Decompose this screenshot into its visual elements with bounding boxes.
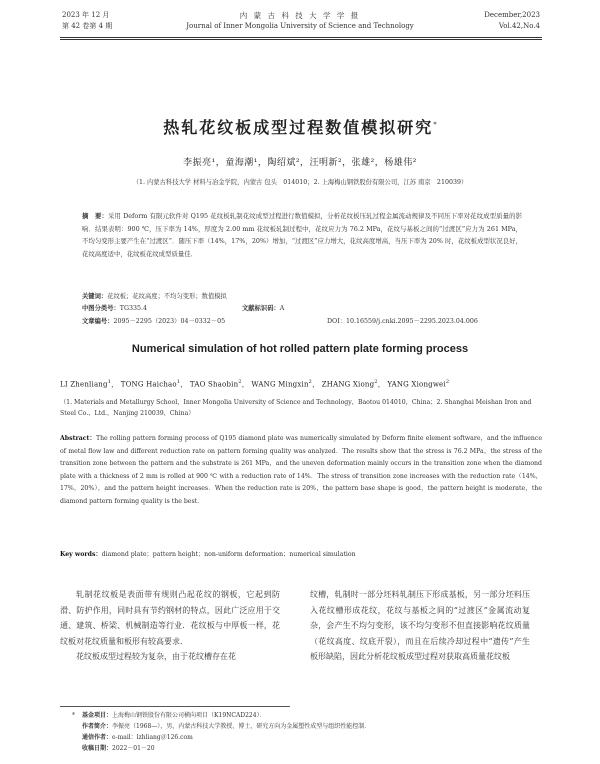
article-number-row (82, 316, 522, 327)
header-right (484, 10, 540, 32)
header-journal-cn: 内 蒙 古 科 技 大 学 学 报 (239, 11, 361, 20)
footnote-rule (60, 706, 290, 707)
author-en: TAO Shaobin (189, 380, 239, 389)
received-date-line (82, 743, 502, 754)
abstract-cn-label: 摘 要： (82, 212, 108, 220)
keywords-cn-label: 关键词： (82, 293, 108, 300)
authors-en: LI Zhenliang$^1$， TONG Haichao$^1$， TAO Shaobin$^2$， WANG Mingxin$^2$， ZHANG Xiong$^2$， YANG Xiongwei$^2$ (60, 379, 450, 389)
received-date-label: 收稿日期： (82, 745, 113, 752)
author-en: ZHANG Xiong (321, 380, 375, 389)
doc-code-label: 文献标识码： (242, 305, 280, 312)
clc-value: TG335.4 (119, 305, 148, 312)
article-no-label: 文章编号： (82, 318, 114, 325)
keywords-en (60, 549, 542, 558)
authors-cn: 李振亮¹，童海潮¹，陶绍斌²，汪明新²，张雄²，杨雄伟² (183, 158, 417, 168)
classification-row (82, 303, 522, 314)
author-bio-text: 李振亮（1968—），男，内蒙古科技大学教授，博士，研究方向为金属塑性成型与组织性能控制． (112, 723, 371, 730)
received-date-value: 2022－01－20 (112, 745, 155, 752)
header-volume-cn: 第 42 卷第 4 期 (62, 22, 113, 30)
abstract-cn (82, 210, 522, 260)
paper-title-cn (0, 115, 600, 138)
doi: DOI：10.16559/j.cnki.2095－2295.2023.04.006 (327, 318, 478, 325)
header-journal-en: Journal of Inner Mongolia University of Science and Technology (186, 22, 414, 30)
doc-code-value: A (279, 305, 285, 312)
author-en: LI Zhenliang (60, 380, 108, 389)
keywords-en-label: Key words： (60, 551, 102, 558)
author-bio-label: 作者简介： (82, 723, 113, 730)
keywords-cn-text: 花纹板；花纹高度；不均匀变形；数值模拟 (107, 293, 227, 300)
correspondence-line (82, 732, 502, 743)
clc-label: 中图分类号： (82, 305, 120, 312)
paper-title-en: Numerical simulation of hot rolled pattern plate forming process (131, 343, 469, 355)
footnote (72, 710, 502, 754)
affiliation-en: （1. Materials and Metallurgy School，Inner Mongolia University of Science and Technology，Baotou 014010，China；2. Shanghai Meishan Iron and Steel Co.，Ltd.，Nanjing 210039，China） (60, 399, 532, 417)
author-en: WANG Mingxin (251, 380, 309, 389)
body-paragraph: 轧制花纹板是表面带有规则凸起花纹的钢板，它起到防滑、防护作用，同时具有节约钢材的特点，因此广泛应用于交通、建筑、桥梁、机械制造等行业．花纹板与中厚板一样，花纹板对花纹质量和板形有较高要求． (60, 590, 280, 646)
article-no-value: 2095－2295（2023）04－0332－05 (113, 318, 226, 325)
paper-title-cn-text: 热轧花纹板成型过程数值模拟研究 (163, 118, 434, 137)
author-en: YANG Xiongwei (387, 380, 446, 389)
correspondence-email[interactable]: e-mail：lzhliang＠126.com (112, 734, 193, 741)
body-paragraph: 花纹板成型过程较为复杂，由于花纹槽存在花 (76, 652, 236, 661)
body-paragraph: 纹槽，轧制时一部分坯料轧制压下形成基板，另一部分坯料压入花纹槽形成花纹，花纹与基板之间的“过渡区”金属流动复杂，会产生不均匀变形，该不均匀变形不但直接影响花纹质量（花纹高度、纹底开裂），而且在后续冷却过程中“遗传”产生板形缺陷，因此分析花纹板成型过程对获取高质量花纹板 (310, 590, 530, 661)
footnote-mark: * (72, 712, 75, 719)
correspondence-label: 通信作者： (82, 734, 113, 741)
author-en: TONG Haichao (120, 380, 177, 389)
funding-line (82, 710, 502, 721)
title-footnote-mark: * (433, 120, 437, 129)
author-en-mark: 2 (445, 379, 450, 385)
author-en-mark: 1 (107, 379, 112, 385)
author-en-mark: 1 (176, 379, 181, 385)
body-column-left (60, 587, 280, 665)
running-header (0, 10, 600, 46)
header-rule-double (60, 39, 542, 40)
author-en-mark: 2 (374, 379, 378, 385)
affiliation-cn: （1. 内蒙古科技大学 材料与冶金学院，内蒙古 包头 014010；2. 上海梅山钢铁股份有限公司，江苏 南京 210039） (132, 179, 468, 186)
abstract-cn-text: 采用 Deform 有限元软件对 Q195 花纹板轧制花纹成型过程进行数值模拟，分析花纹板压轧过程金属流动规律及不同压下率对花纹成型质量的影响．结果表明：900 ℃，压下率为 14%，厚度为 2.00 mm 花纹板轧制过程中，花纹应力为 76.2 MPa，花纹与基板之间的“过渡区”应力为 261 MPa，不均匀变形主要产生在“过渡区”．随压下率（14%，17%，20%）增加，“过渡区”应力增大，花纹高度增高，当压下率为 20% 时，花纹板成型状况良好，花纹高度适中，花纹板花纹成型质量佳． (82, 212, 523, 258)
funding-label: 基金项目： (82, 712, 113, 719)
keywords-cn (82, 291, 522, 302)
author-en-mark: 2 (308, 379, 313, 385)
body-column-right (310, 587, 530, 665)
author-bio-line (82, 721, 502, 732)
header-volume-en: Vol.42,No.4 (498, 22, 540, 30)
author-en-mark: 2 (238, 379, 242, 385)
header-date-en: December,2023 (484, 11, 540, 19)
abstract-en-text: The rolling pattern forming process of Q195 diamond plate was numerically simulated by Deform finite element software，and the influence of metal flow law and different reduction rate on pattern forming quality was analyzed．The results show that the stress is 76.2 MPa，the stress of the transition zone between the pattern and the substrate is 261 MPa，and the uneven deformation mainly occurs in the transition zone when the diamond plate with a thickness of 2 mm is rolled at 900 ℃ with a reduction rate of 14%．The stress of transition zone increases with the reduction rate（14%，17%，20%），and the pattern height increases．When the reduction rate is 20%，the pattern base shape is good，the pattern height is moderate，the diamond pattern forming quality is the best． (60, 435, 542, 505)
funding-text: 上海梅山钢铁股份有限公司横向项目（K19NCAD224）． (112, 712, 266, 719)
abstract-en-label: Abstract： (60, 435, 96, 442)
abstract-en (60, 433, 542, 508)
header-rule (60, 37, 542, 38)
keywords-en-text: diamond plate；pattern height；non-uniform deformation；numerical simulation (101, 551, 356, 558)
header-date: 2023 年 12 月 (62, 11, 110, 19)
